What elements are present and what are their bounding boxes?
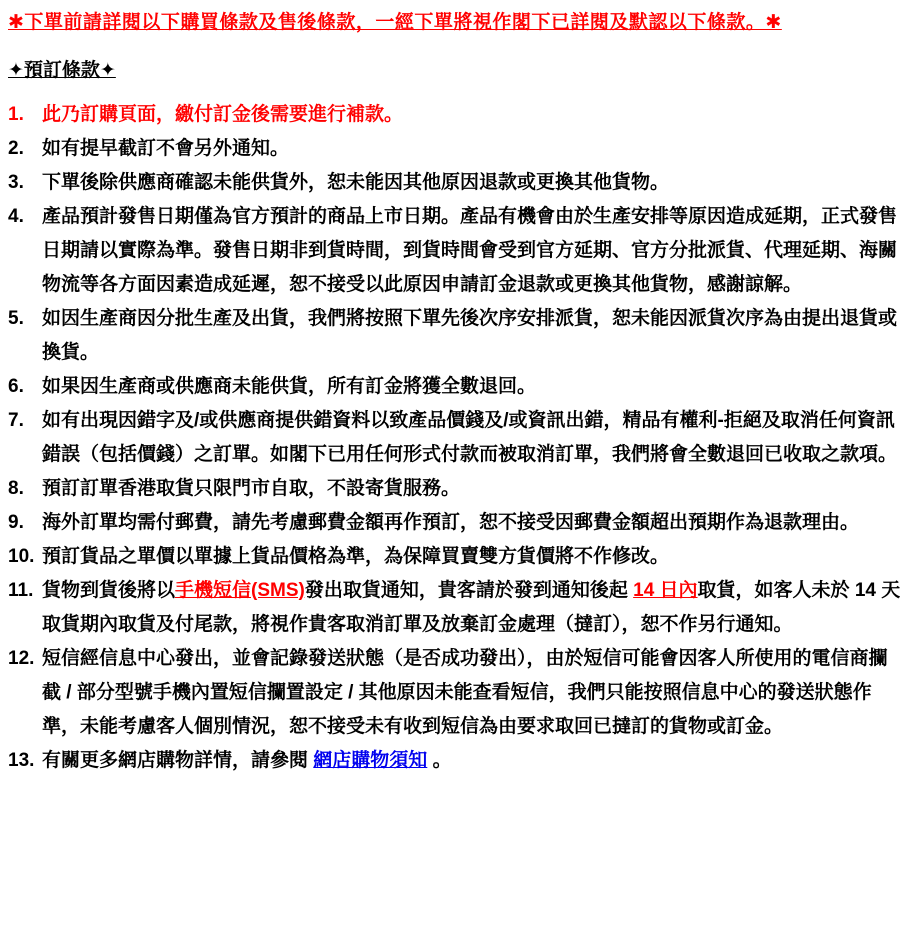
plain-text: 下單後除供應商確認未能供貨外，恕未能因其他原因退款或更換其他貨物。 xyxy=(42,171,670,193)
term-number: 11. xyxy=(8,579,34,601)
plain-text: 產品預計發售日期僅為官方預計的商品上市日期。產品有機會由於生產安排等原因造成延期，正式發售日期請以實際為準。發售日期非到貨時間，到貨時間會受到官方延期、官方分批派貨、代理延期、海關物流等各方面因素造成延遲，恕不接受以此原因申請訂金退款或更換其他貨物，感謝諒解。 xyxy=(42,205,898,295)
term-text xyxy=(42,540,901,574)
term-number: 2. xyxy=(8,137,24,159)
plain-text: 如因生產商因分批生產及出貨，我們將按照下單先後次序安排派貨，恕未能因派貨次序為由提出退貨或換貨。 xyxy=(42,307,898,363)
plain-text: 如有出現因錯字及/或供應商提供錯資料以致產品價錢及/或資訊出錯，精品有權利-拒絕及取消任何資訊錯誤（包括價錢）之訂單。如閣下已用任何形式付款而被取消訂單，我們將會全數退回已收取之款項。 xyxy=(42,409,898,465)
term-text xyxy=(42,744,901,778)
term-number: 6. xyxy=(8,375,24,397)
terms-list xyxy=(8,98,901,778)
term-item-1 xyxy=(8,98,901,132)
term-number: 10. xyxy=(8,545,35,567)
term-number: 5. xyxy=(8,307,24,329)
term-item-6 xyxy=(8,370,901,404)
term-text xyxy=(42,472,901,506)
term-text xyxy=(42,200,901,302)
section-title: ✦預訂條款✦ xyxy=(8,59,116,81)
highlighted-text: 手機短信(SMS) xyxy=(175,579,305,601)
term-text xyxy=(42,574,901,642)
plain-text: 此乃訂購頁面，繳付訂金後需要進行補款。 xyxy=(42,103,404,125)
term-item-11 xyxy=(8,574,901,642)
term-text xyxy=(42,506,901,540)
plain-text: 海外訂單均需付郵費，請先考慮郵費金額再作預訂，恕不接受因郵費金額超出預期作為退款理由。 xyxy=(42,511,860,533)
plain-text: 如有提早截訂不會另外通知。 xyxy=(42,137,290,159)
plain-text: 短信經信息中心發出，並會記錄發送狀態（是否成功發出），由於短信可能會因客人所使用的電信商攔截 / 部分型號手機內置短信攔置設定 / 其他原因未能查看短信，我們只能按照信息中心的發送狀態作準，未能考慮客人個別情況，恕不接受未有收到短信為由要求取回已撻訂的貨物或訂金。 xyxy=(42,647,888,737)
plain-text: 有關更多網店購物詳情，請參閱 xyxy=(42,749,314,771)
term-item-4 xyxy=(8,200,901,302)
term-item-5 xyxy=(8,302,901,370)
term-text xyxy=(42,132,901,166)
term-text xyxy=(42,370,901,404)
term-number: 13. xyxy=(8,749,35,771)
term-text xyxy=(42,166,901,200)
page-title: ✱下單前請詳閱以下購買條款及售後條款，一經下單將視作閣下已詳閱及默認以下條款。✱ xyxy=(8,12,782,33)
term-item-10 xyxy=(8,540,901,574)
term-item-7 xyxy=(8,404,901,472)
plain-text: 發出取貨通知，貴客請於發到通知後起 xyxy=(304,579,634,601)
plain-text: 預訂訂單香港取貨只限門市自取，不設寄貨服務。 xyxy=(42,477,461,499)
term-text xyxy=(42,98,901,132)
plain-text: 。 xyxy=(427,749,452,771)
term-text xyxy=(42,642,901,744)
term-item-13 xyxy=(8,744,901,778)
term-text xyxy=(42,404,901,472)
term-item-3 xyxy=(8,166,901,200)
term-item-9 xyxy=(8,506,901,540)
highlighted-text: 14 日內 xyxy=(633,579,698,601)
plain-text: 預訂貨品之單價以單據上貨品價格為準，為保障買賣雙方貨價將不作修改。 xyxy=(42,545,670,567)
plain-text: 取貨，如客人未於 14 天取貨期內取貨及付尾款，將視作貴客取消訂單及放棄訂金處理（撻訂），恕不作另行通知。 xyxy=(42,579,901,635)
term-item-12 xyxy=(8,642,901,744)
term-number: 8. xyxy=(8,477,24,499)
term-number: 7. xyxy=(8,409,24,431)
term-text xyxy=(42,302,901,370)
plain-text: 貨物到貨後將以 xyxy=(42,579,176,601)
term-number: 9. xyxy=(8,511,24,533)
term-number: 3. xyxy=(8,171,24,193)
term-number: 4. xyxy=(8,205,24,227)
term-item-8 xyxy=(8,472,901,506)
term-item-2 xyxy=(8,132,901,166)
shop-guide-link[interactable]: 網店購物須知 xyxy=(313,749,428,771)
term-number: 12. xyxy=(8,647,35,669)
term-number: 1. xyxy=(8,103,24,125)
plain-text: 如果因生產商或供應商未能供貨，所有訂金將獲全數退回。 xyxy=(42,375,537,397)
